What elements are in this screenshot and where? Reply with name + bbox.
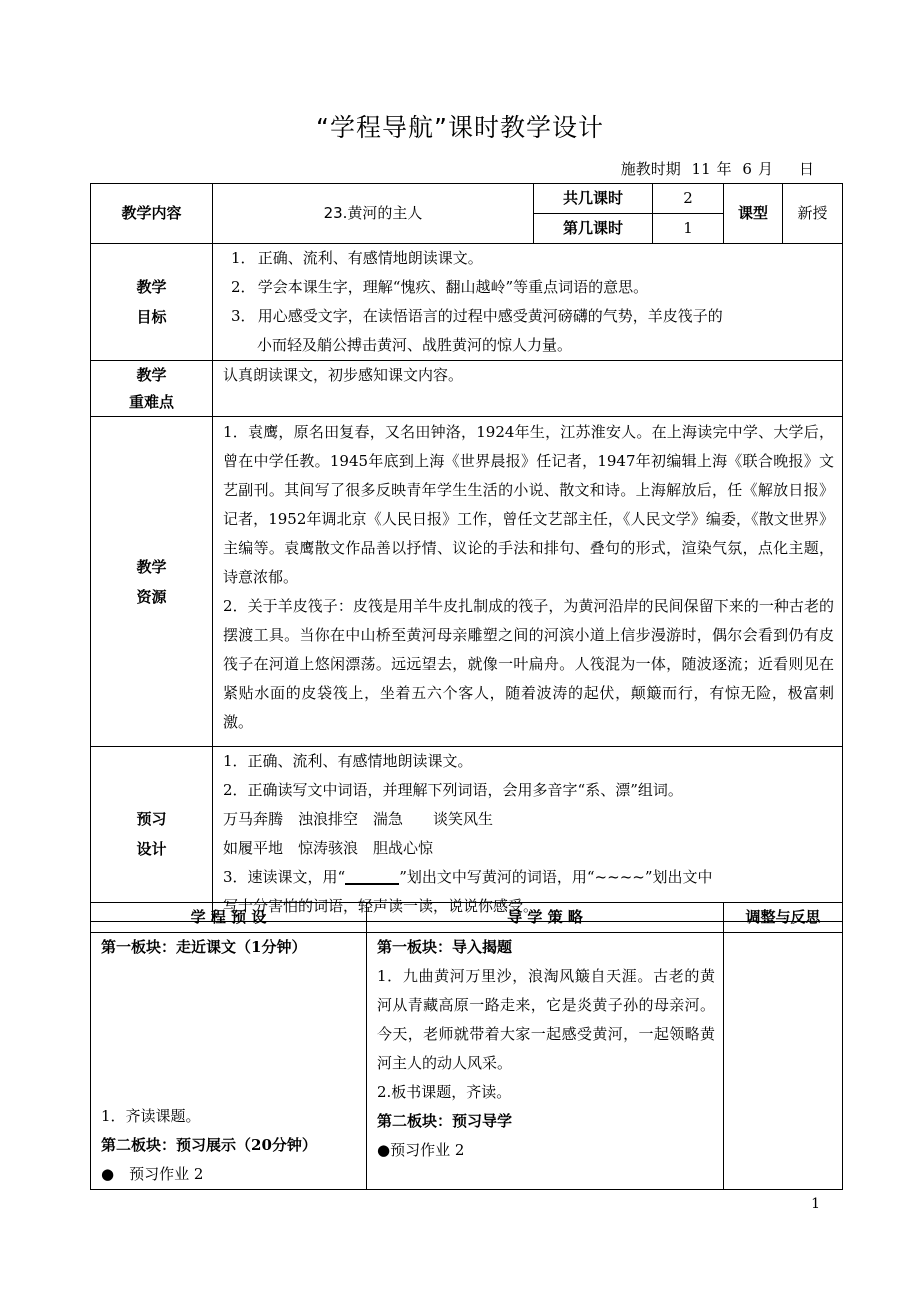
block-heading: 第一板块：走近课文（1分钟）	[101, 938, 307, 956]
page-number: 1	[811, 1196, 820, 1212]
underline-mark	[345, 865, 399, 885]
lesson-type-label: 课型	[724, 184, 783, 244]
plan-reflection-cell	[724, 933, 843, 1190]
total-periods-value: 2	[653, 184, 724, 214]
preview-line: 2．正确读写文中词语，并理解下列词语，会用多音字“系、漂”组词。	[223, 781, 683, 799]
plan-col-strategy: 导 学 策 略	[367, 903, 724, 933]
resource-paragraph-2: 2．关于羊皮筏子：皮筏是用羊牛皮扎制成的筏子，为黄河沿岸的民间保留下来的一种古老的摆渡工具。当你在中山桥至黄河母亲雕塑之间的河滨小道上信步漫游时，偶尔会看到仍有皮筏子在河道上悠闲漂荡。远远望去，就像一叶扁舟。人筏混为一体，随波逐流；近看则见在紧贴水面的皮袋筏上，坐着五六个客人，随着波涛的起伏，颠簸而行，有惊无险，极富刺激。	[223, 597, 834, 731]
preview-label: 预习 设计	[91, 747, 213, 922]
teaching-date	[621, 158, 820, 179]
block-text: 1．九曲黄河万里沙，浪淘风簸自天涯。古老的黄河从青藏高原一路走来，它是炎黄子孙的母亲河。今天，老师就带着大家一起感受黄河，一起领略黄河主人的动人风采。	[377, 967, 715, 1072]
goal-item: 3． 用心感受文字，在读悟语言的过程中感受黄河磅礴的气势，羊皮筏子的	[231, 307, 723, 325]
block-item: ●预习作业 2	[377, 1141, 465, 1159]
date-label: 施教时期	[620, 160, 681, 178]
resources-text	[213, 417, 843, 747]
goals-label	[91, 244, 213, 361]
lesson-type-value: 新授	[783, 184, 843, 244]
current-period-label: 第几课时	[534, 214, 653, 244]
goals-list	[213, 244, 843, 361]
block-item: 1．齐读课题。	[101, 1107, 201, 1125]
preview-line: 1．正确、流利、有感情地朗读课文。	[223, 752, 473, 770]
resource-paragraph-1: 1．袁鹰，原名田复春，又名田钟洛，1924年生，江苏淮安人。在上海读完中学、大学后，曾在中学任教。1945年底到上海《世界晨报》任记者，1947年初编辑上海《联合晚报》文艺副刊。其间写了很多反映青年学生生活的小说、散文和诗。上海解放后，任《解放日报》记者，1952年调北京《人民日报》工作，曾任文艺部主任，《人民文学》编委，《散文世界》主编等。袁鹰散文作品善以抒情、议论的手法和排句、叠句的形式，渲染气氛，点化主题，诗意浓郁。	[223, 423, 834, 586]
plan-col-reflection: 调整与反思	[724, 903, 843, 933]
goals-label-2: 目标	[136, 308, 167, 326]
date-day-unit: 日	[798, 160, 814, 178]
content-value: 23.黄河的主人	[213, 184, 534, 244]
document-title: “学程导航”课时教学设计	[316, 113, 604, 142]
preview-line: 写十分害怕的词语，轻声读一读，说说你感受。	[223, 897, 539, 915]
preview-text	[213, 747, 843, 922]
goal-item: 1． 正确、流利、有感情地朗读课文。	[231, 249, 483, 267]
lesson-info-table	[90, 183, 843, 922]
block-item: ● 预习作业 2	[101, 1165, 204, 1183]
preview-words: 万马奔腾 浊浪排空 湍急 谈笑风生	[223, 810, 494, 828]
date-year: 11	[691, 160, 711, 178]
block-heading: 第一板块：导入揭题	[377, 938, 513, 956]
preview-line: 3．速读课文，用“ ”划出文中写黄河的词语，用“~~~~”划出文中	[223, 863, 834, 892]
block-item: 2.板书课题，齐读。	[377, 1083, 512, 1101]
block-heading: 第二板块：预习导学	[377, 1112, 513, 1130]
difficulty-text: 认真朗读课文，初步感知课文内容。	[213, 361, 843, 417]
resources-label: 教学 资源	[91, 417, 213, 747]
goal-item: 2． 学会本课生字，理解“愧疚、翻山越岭”等重点词语的意思。	[231, 278, 649, 296]
goal-item: 小而轻及艄公搏击黄河、战胜黄河的惊人力量。	[257, 336, 573, 354]
difficulty-label: 教学 重难点	[91, 361, 213, 417]
current-period-value: 1	[653, 214, 724, 244]
plan-left-cell	[91, 933, 367, 1190]
preview-words: 如履平地 惊涛骇浪 胆战心惊	[223, 839, 434, 857]
plan-right-cell	[367, 933, 724, 1190]
total-periods-label: 共几课时	[534, 184, 653, 214]
date-month: 6	[742, 160, 752, 178]
goals-label-1: 教学	[136, 278, 167, 296]
lesson-plan-table	[90, 902, 843, 1190]
date-month-unit: 月	[757, 160, 773, 178]
block-heading: 第二板块：预习展示（20分钟）	[101, 1136, 317, 1154]
plan-col-preset: 学 程 预 设	[91, 903, 367, 933]
content-label: 教学内容	[91, 184, 213, 244]
date-year-unit: 年	[716, 160, 732, 178]
